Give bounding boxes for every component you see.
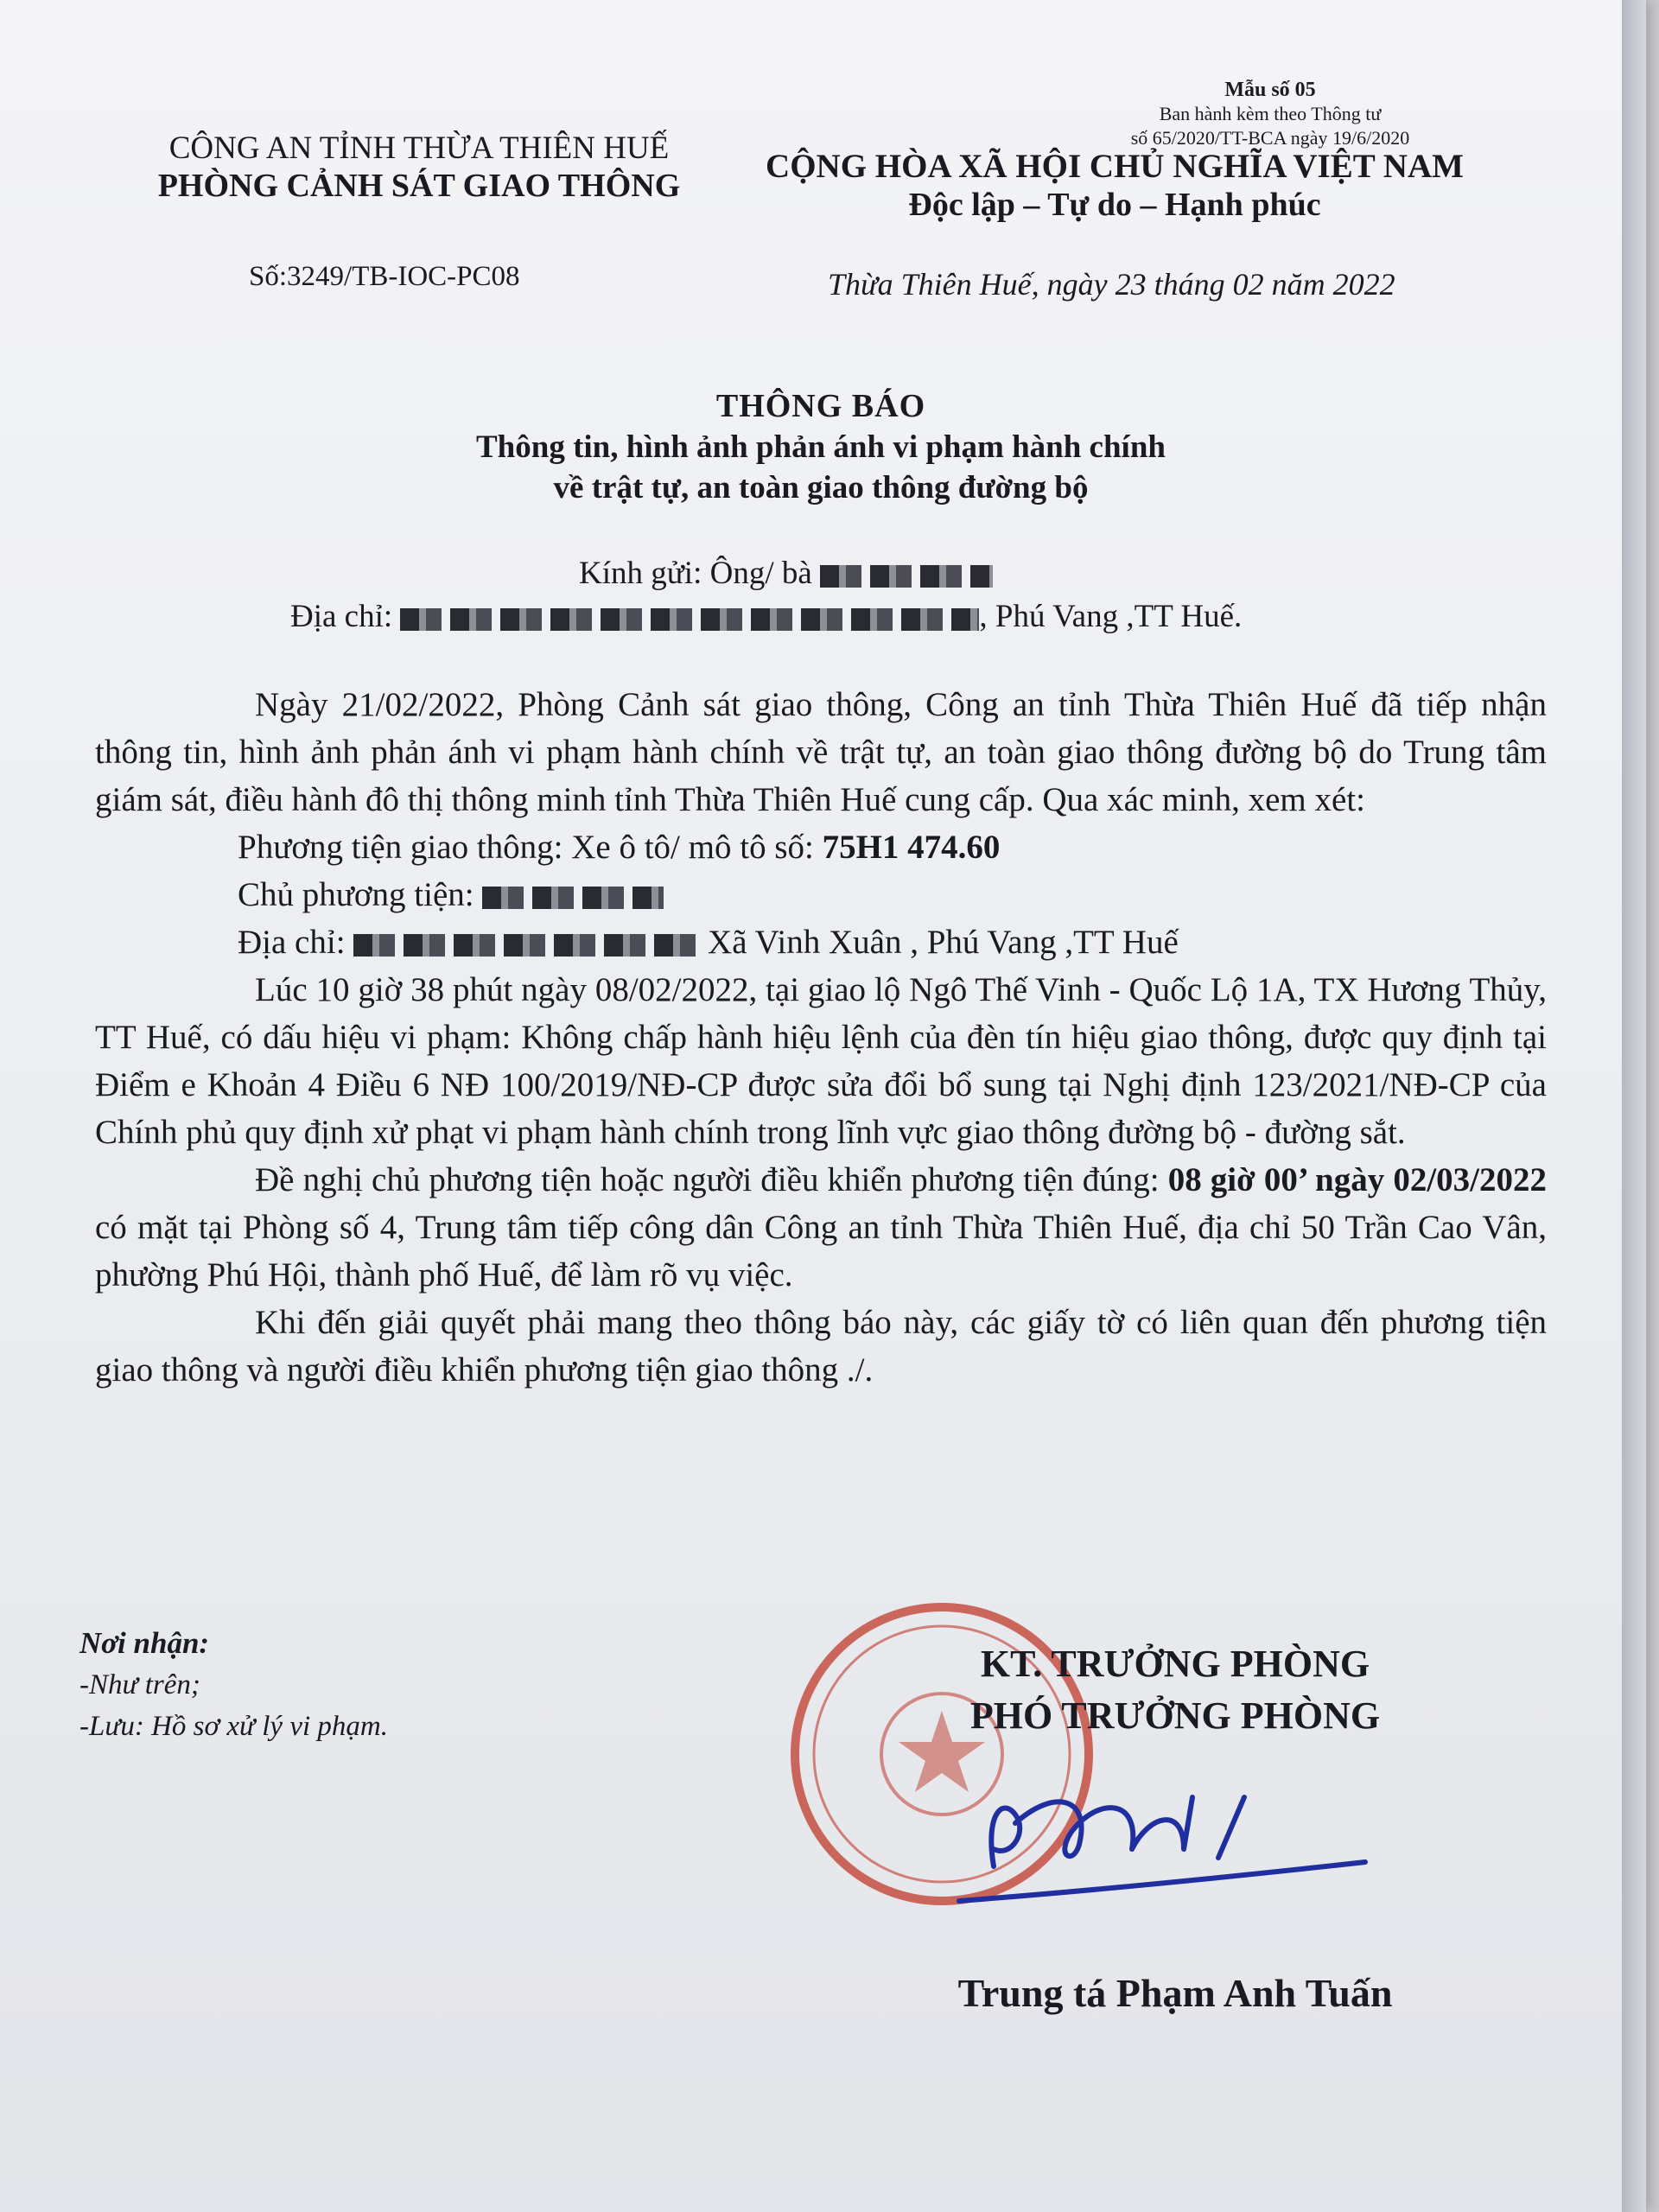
national-header bbox=[726, 147, 1503, 224]
recipient-line bbox=[579, 555, 993, 592]
paragraph-received: Ngày 21/02/2022, Phòng Cảnh sát giao thông, Công an tỉnh Thừa Thiên Huế đã tiếp nhận thông tin, hình ảnh phản ánh vi phạm hành chính về trật tự, an toàn giao thông đường bộ do Trung tâm giám sát, điều hành đô thị thông minh tỉnh Thừa Thiên Huế cung cấp. Qua xác minh, xem xét: bbox=[95, 686, 1547, 818]
form-ref-line1: Ban hành kèm theo Thông tư bbox=[1159, 103, 1382, 124]
recipients-item: -Như trên; bbox=[79, 1669, 200, 1700]
signature-title bbox=[873, 1638, 1478, 1742]
form-number: Mẫu số 05 bbox=[1224, 79, 1316, 101]
handwritten-signature bbox=[933, 1763, 1382, 1927]
signature-line2: PHÓ TRƯỞNG PHÒNG bbox=[969, 1694, 1381, 1737]
vehicle-plate: 75H1 474.60 bbox=[822, 829, 1001, 866]
recipient-label: Kính gửi: Ông/ bà bbox=[579, 556, 812, 591]
signature-line1: KT. TRƯỞNG PHÒNG bbox=[980, 1643, 1370, 1685]
owner-label: Chủ phương tiện: bbox=[238, 876, 474, 913]
form-reference bbox=[1071, 78, 1469, 150]
summons-end: có mặt tại Phòng số 4, Trung tâm tiếp công dân Công an tỉnh Thừa Thiên Huế, địa chỉ 50 Trần Cao Vân, phường Phú Hội, thành phố Huế, để làm rõ vụ việc. bbox=[95, 1209, 1547, 1294]
form-ref-line2: số 65/2020/TT-BCA ngày 19/6/2020 bbox=[1130, 127, 1410, 149]
issuing-agency bbox=[104, 130, 734, 205]
notice-body bbox=[95, 681, 1547, 1394]
owner-line bbox=[95, 871, 1547, 918]
address-tail: , Phú Vang ,TT Huế. bbox=[979, 599, 1243, 634]
page-edge bbox=[1622, 0, 1646, 2212]
national-name: CỘNG HÒA XÃ HỘI CHỦ NGHĨA VIỆT NAM bbox=[766, 148, 1464, 185]
national-motto: Độc lập – Tự do – Hạnh phúc bbox=[908, 187, 1321, 223]
notice-title bbox=[259, 387, 1382, 506]
title-line1: Thông tin, hình ảnh phản ánh vi phạm hành chính bbox=[476, 429, 1166, 465]
paragraph-summons bbox=[95, 1156, 1547, 1299]
agency-name: PHÒNG CẢNH SÁT GIAO THÔNG bbox=[157, 168, 681, 204]
recipients-heading: Nơi nhận: bbox=[79, 1626, 210, 1660]
redacted-name bbox=[820, 565, 993, 588]
agency-parent: CÔNG AN TỈNH THỪA THIÊN HUẾ bbox=[168, 130, 670, 166]
paragraph-documents: Khi đến giải quyết phải mang theo thông báo này, các giấy tờ có liên quan đến phương tiện giao thông và người điều khiển phương tiện giao thông ./. bbox=[95, 1304, 1547, 1389]
owner-address-line bbox=[95, 918, 1547, 966]
place-date: Thừa Thiên Huế, ngày 23 tháng 02 năm 2022 bbox=[828, 267, 1395, 302]
recipients-block bbox=[79, 1623, 388, 1747]
address-label: Địa chỉ: bbox=[290, 599, 393, 634]
summons-time: 08 giờ 00’ ngày 02/03/2022 bbox=[1167, 1161, 1548, 1198]
paragraph-violation: Lúc 10 giờ 38 phút ngày 08/02/2022, tại giao lộ Ngô Thế Vinh - Quốc Lộ 1A, TX Hương Thủy, TT Huế, có dấu hiệu vi phạm: Không chấp hành hiệu lệnh của đèn tín hiệu giao thông, được quy định tại Điểm e Khoản 4 Điều 6 NĐ 100/2019/NĐ-CP được sửa đổi bổ sung tại Nghị định 123/2021/NĐ-CP của Chính phủ quy định xử phạt vi phạm hành chính trong lĩnh vực giao thông đường bộ - đường sắt. bbox=[95, 971, 1547, 1151]
document-number: Số:3249/TB-IOC-PC08 bbox=[249, 261, 520, 292]
vehicle-label: Phương tiện giao thông: Xe ô tô/ mô tô số: bbox=[238, 829, 814, 866]
signer-name: Trung tá Phạm Anh Tuấn bbox=[957, 1971, 1393, 2015]
vehicle-line bbox=[95, 823, 1547, 871]
owner-address-label: Địa chỉ: bbox=[238, 924, 346, 961]
redacted-owner bbox=[482, 887, 664, 909]
title-line2: về trật tự, an toàn giao thông đường bộ bbox=[553, 470, 1089, 505]
owner-address-tail: Xã Vinh Xuân , Phú Vang ,TT Huế bbox=[708, 924, 1179, 961]
title-heading: THÔNG BÁO bbox=[715, 388, 926, 424]
summons-start: Đề nghị chủ phương tiện hoặc người điều khiển phương tiện đúng: bbox=[255, 1161, 1160, 1198]
recipients-item: -Lưu: Hồ sơ xử lý vi phạm. bbox=[79, 1711, 388, 1742]
redacted-owner-address bbox=[353, 934, 699, 957]
recipient-address bbox=[290, 598, 1242, 635]
redacted-address bbox=[400, 608, 979, 631]
